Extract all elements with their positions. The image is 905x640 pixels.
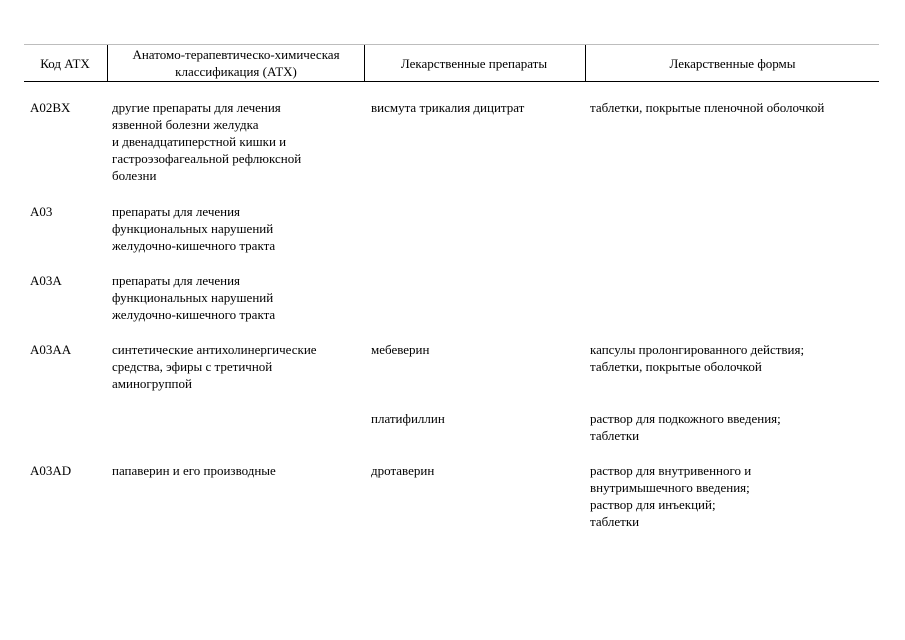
header-forms: Лекарственные формы	[669, 55, 796, 71]
row-classification: синтетические антихолинергические средства, эфиры с третичной аминогруппой	[112, 342, 317, 391]
row-classification: препараты для лечения функциональных нарушений желудочно-кишечного тракта	[112, 204, 276, 253]
row-code: A03A	[30, 273, 62, 288]
row-drug: висмута трикалия дицитрат	[371, 100, 525, 115]
row-drug: мебеверин	[371, 342, 430, 357]
header-drugs: Лекарственные препараты	[400, 55, 548, 71]
table-header	[24, 44, 879, 82]
row-form: раствор для внутривенного и внутримышечного введения; раствор для инъекций; таблетки	[590, 463, 752, 529]
header-code: Код АТХ	[40, 55, 90, 71]
row-code: A03	[30, 204, 53, 219]
header-classification: Анатомо-терапевтическо-химическая классификация (АТХ)	[132, 47, 340, 79]
row-classification: препараты для лечения функциональных нарушений желудочно-кишечного тракта	[112, 273, 276, 322]
drug-table	[24, 44, 879, 529]
row-classification: другие препараты для лечения язвенной болезни желудка и двенадцатиперстной кишки и гастроэзофагеальной рефлюксной болезни	[112, 100, 302, 183]
row-code: A02BX	[30, 100, 71, 115]
row-code: A03AA	[30, 342, 72, 357]
row-drug: платифиллин	[371, 411, 445, 426]
row-form: раствор для подкожного введения; таблетки	[590, 411, 781, 443]
row-drug: дротаверин	[371, 463, 435, 478]
row-form: капсулы пролонгированного действия; таблетки, покрытые оболочкой	[590, 342, 805, 374]
row-form: таблетки, покрытые пленочной оболочкой	[590, 100, 825, 115]
row-classification: папаверин и его производные	[112, 463, 276, 478]
row-code: A03AD	[30, 463, 72, 478]
